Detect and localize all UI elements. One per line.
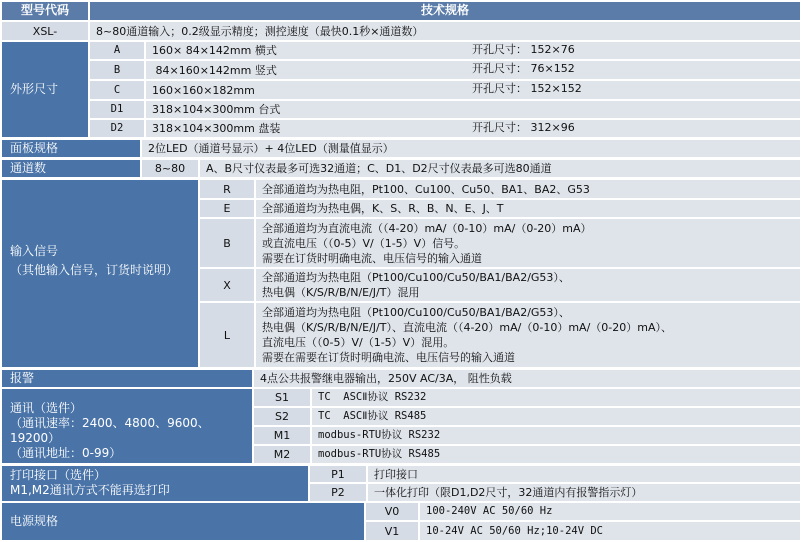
input-desc-b-line-3: 需要在订货时明确电流、电压信号的输入通道 (262, 252, 482, 265)
input-desc-r: 全部通道均为热电阻，Pt100、Cu100、Cu50、BA1、BA2、G53 (256, 180, 800, 198)
input-desc-x (256, 269, 800, 301)
size-code-d1: D1 (90, 101, 144, 118)
input-code-r: R (200, 180, 254, 198)
power-code-v0: V0 (366, 503, 418, 520)
input-label: 输入信号 (10, 244, 59, 258)
size-open-a: 开孔尺寸： 152×76 (472, 43, 575, 56)
input-label-block (2, 180, 198, 367)
input-desc-l-line-3: 直流电压（（0-5）V/（1-5）V）混用。 (262, 336, 455, 349)
print-sub: M1,M2通讯方式不能再选打印 (10, 483, 170, 497)
input-code-l: L (200, 303, 254, 367)
alarm-label: 报警 (2, 370, 252, 387)
comm-code-s1: S1 (254, 389, 310, 406)
print-code-p1: P1 (310, 466, 366, 482)
print-desc-p2: 一体化打印（限D1,D2尺寸，32通道内有报警指示灯） (368, 484, 800, 501)
size-open-d2: 开孔尺寸： 312×96 (472, 121, 575, 134)
comm-code-m2: M2 (254, 446, 310, 463)
input-desc-l-line-4: 需要在需要在订货时明确电流、电压信号的输入通道 (262, 351, 515, 364)
input-desc-e: 全部通道均为热电偶，K、S、R、B、N、E、J、T (256, 200, 800, 217)
channels-desc: A、B尺寸仪表最多可选32通道；C、D1、D2尺寸仪表最多可选80通道 (200, 160, 800, 177)
size-code-a: A (90, 42, 144, 59)
header-tech-spec: 技术规格 (90, 2, 800, 20)
input-desc-x-line-1: 全部通道均为热电阻（Pt100/Cu100/Cu50/BA1/BA2/G53）、 (262, 271, 570, 284)
comm-sub-rate: （通讯速率：2400、4800、9600、19200） (10, 416, 210, 445)
size-row-d2 (146, 120, 800, 137)
size-code-d2: D2 (90, 120, 144, 137)
comm-label: 通讯（选件） (10, 401, 83, 415)
alarm-desc: 4点公共报警继电器输出，250V AC/3A， 阻性负载 (254, 370, 800, 387)
size-dim-c: 160×160×182mm (152, 83, 255, 97)
power-label: 电源规格 (2, 503, 364, 540)
size-dim-a: 160× 84×142mm 横式 (152, 44, 277, 57)
input-desc-l-line-1: 全部通道均为热电阻（Pt100/Cu100/Cu50/BA1/BA2/G53）、 (262, 306, 570, 319)
input-desc-b (256, 219, 800, 267)
input-desc-b-line-1: 全部通道均为直流电流（（4-20）mA/（0-10）mA/（0-20）mA） (262, 222, 592, 235)
input-sublabel: （其他输入信号，订货时说明） (10, 263, 179, 277)
input-code-b: B (200, 219, 254, 267)
model-desc: 8~80通道输入；0.2级显示精度；测控速度（最快0.1秒×通道数） (90, 22, 800, 40)
input-desc-x-line-2: 热电偶（K/S/R/B/N/E/J/T）混用 (262, 286, 420, 299)
size-open-c: 开孔尺寸： 152×152 (472, 82, 582, 95)
input-desc-l (256, 303, 800, 367)
size-open-b: 开孔尺寸： 76×152 (472, 62, 575, 75)
size-row-a (146, 42, 800, 59)
size-code-b: B (90, 61, 144, 79)
panel-label: 面板规格 (2, 140, 140, 157)
power-code-v1: V1 (366, 522, 418, 540)
panel-desc: 2位LED（通道号显示）+ 4位LED（测量值显示） (142, 140, 800, 157)
comm-desc-s2: TC ASCⅡ协议 RS485 (312, 408, 800, 425)
channels-code: 8~80 (142, 160, 198, 177)
model-code: XSL- (2, 22, 88, 40)
power-desc-v1: 10-24V AC 50/60 Hz;10-24V DC (420, 522, 800, 540)
input-desc-b-line-2: 或直流电压（（0-5）V/（1-5）V）信号。 (262, 237, 466, 250)
size-dim-b: 84×160×142mm 竖式 (152, 63, 277, 77)
input-code-x: X (200, 269, 254, 301)
comm-label-block (2, 389, 252, 463)
print-label-block (2, 466, 308, 501)
size-code-c: C (90, 81, 144, 99)
input-code-e: E (200, 200, 254, 217)
comm-code-m1: M1 (254, 427, 310, 444)
input-desc-l-line-2: 热电偶（K/S/R/B/N/E/J/T）、直流电流（（4-20）mA/（0-10）mA/（0-20）mA）、 (262, 321, 672, 334)
size-row-d1 (146, 101, 800, 118)
print-code-p2: P2 (310, 484, 366, 501)
size-label: 外形尺寸 (2, 42, 88, 137)
print-desc-p1: 打印接口 (368, 466, 800, 482)
print-label: 打印接口（选件） (10, 468, 107, 482)
size-row-b (146, 61, 800, 79)
comm-desc-m2: modbus-RTU协议 RS485 (312, 446, 800, 463)
comm-desc-s1: TC ASCⅡ协议 RS232 (312, 389, 800, 406)
channels-label: 通道数 (2, 160, 140, 177)
size-row-c (146, 81, 800, 99)
size-dim-d2: 318×104×300mm 盘装 (152, 122, 281, 135)
header-model-code: 型号代码 (2, 2, 88, 20)
power-desc-v0: 100-240V AC 50/60 Hz (420, 503, 800, 520)
comm-code-s2: S2 (254, 408, 310, 425)
size-dim-d1: 318×104×300mm 台式 (152, 103, 281, 116)
comm-desc-m1: modbus-RTU协议 RS232 (312, 427, 800, 444)
comm-sub-address: （通讯地址：0-99） (10, 446, 122, 460)
